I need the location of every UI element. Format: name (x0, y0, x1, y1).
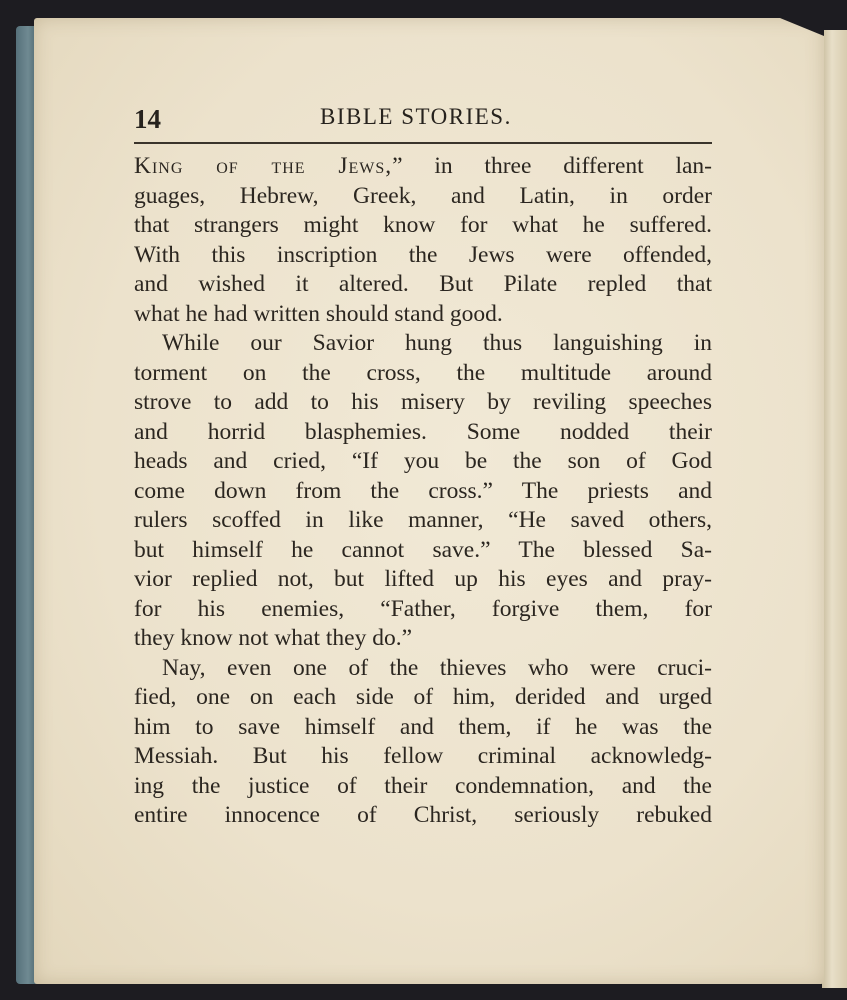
text-line: guages, Hebrew, Greek, and Latin, in order (134, 182, 712, 209)
text-line: him to save himself and them, if he was the (134, 713, 712, 740)
text-line: With this inscription the Jews were offended, (134, 241, 712, 268)
text-line: fied, one on each side of him, derided and urged (134, 684, 712, 710)
text-line: While our Savior hung thus languishing in (162, 330, 712, 356)
text-line: entire innocence of Christ, seriously rebuked (134, 802, 712, 828)
text-line: Nay, even one of the thieves who were cruci- (162, 654, 712, 681)
text-line: they know not what they do.” (134, 625, 413, 651)
text-line: and horrid blasphemies. Some nodded their (134, 418, 712, 445)
text-line: strove to add to his misery by reviling speeches (134, 389, 712, 415)
body-text (134, 152, 712, 831)
text-line: and wished it altered. But Pilate repled that (134, 271, 712, 297)
text-line (134, 152, 712, 182)
text-line: that strangers might know for what he suffered. (134, 212, 712, 238)
header-rule (134, 142, 712, 144)
text-line: heads and cried, “If you be the son of God (134, 448, 712, 474)
text-line: ing the justice of their condemnation, and the (134, 772, 712, 799)
text-line: rulers scoffed in like manner, “He saved others, (134, 507, 712, 533)
text-line-rest: ” in three different lan- (392, 153, 712, 179)
text-line: what he had written should stand good. (134, 300, 503, 327)
page-number: 14 (134, 104, 161, 134)
page-header (134, 100, 712, 136)
running-head: BIBLE STORIES. (320, 104, 512, 129)
text-line: torment on the cross, the multitude around (134, 359, 712, 386)
text-line: vior replied not, but lifted up his eyes and pray- (134, 566, 712, 592)
facing-page-edge (822, 30, 847, 988)
text-line: for his enemies, “Father, forgive them, for (134, 595, 712, 622)
small-caps-text: King of the Jews, (134, 153, 393, 179)
text-line: but himself he cannot save.” The blessed Sa- (134, 536, 712, 563)
text-line: Messiah. But his fellow criminal acknowledg- (134, 743, 712, 769)
text-line: come down from the cross.” The priests and (134, 477, 712, 504)
